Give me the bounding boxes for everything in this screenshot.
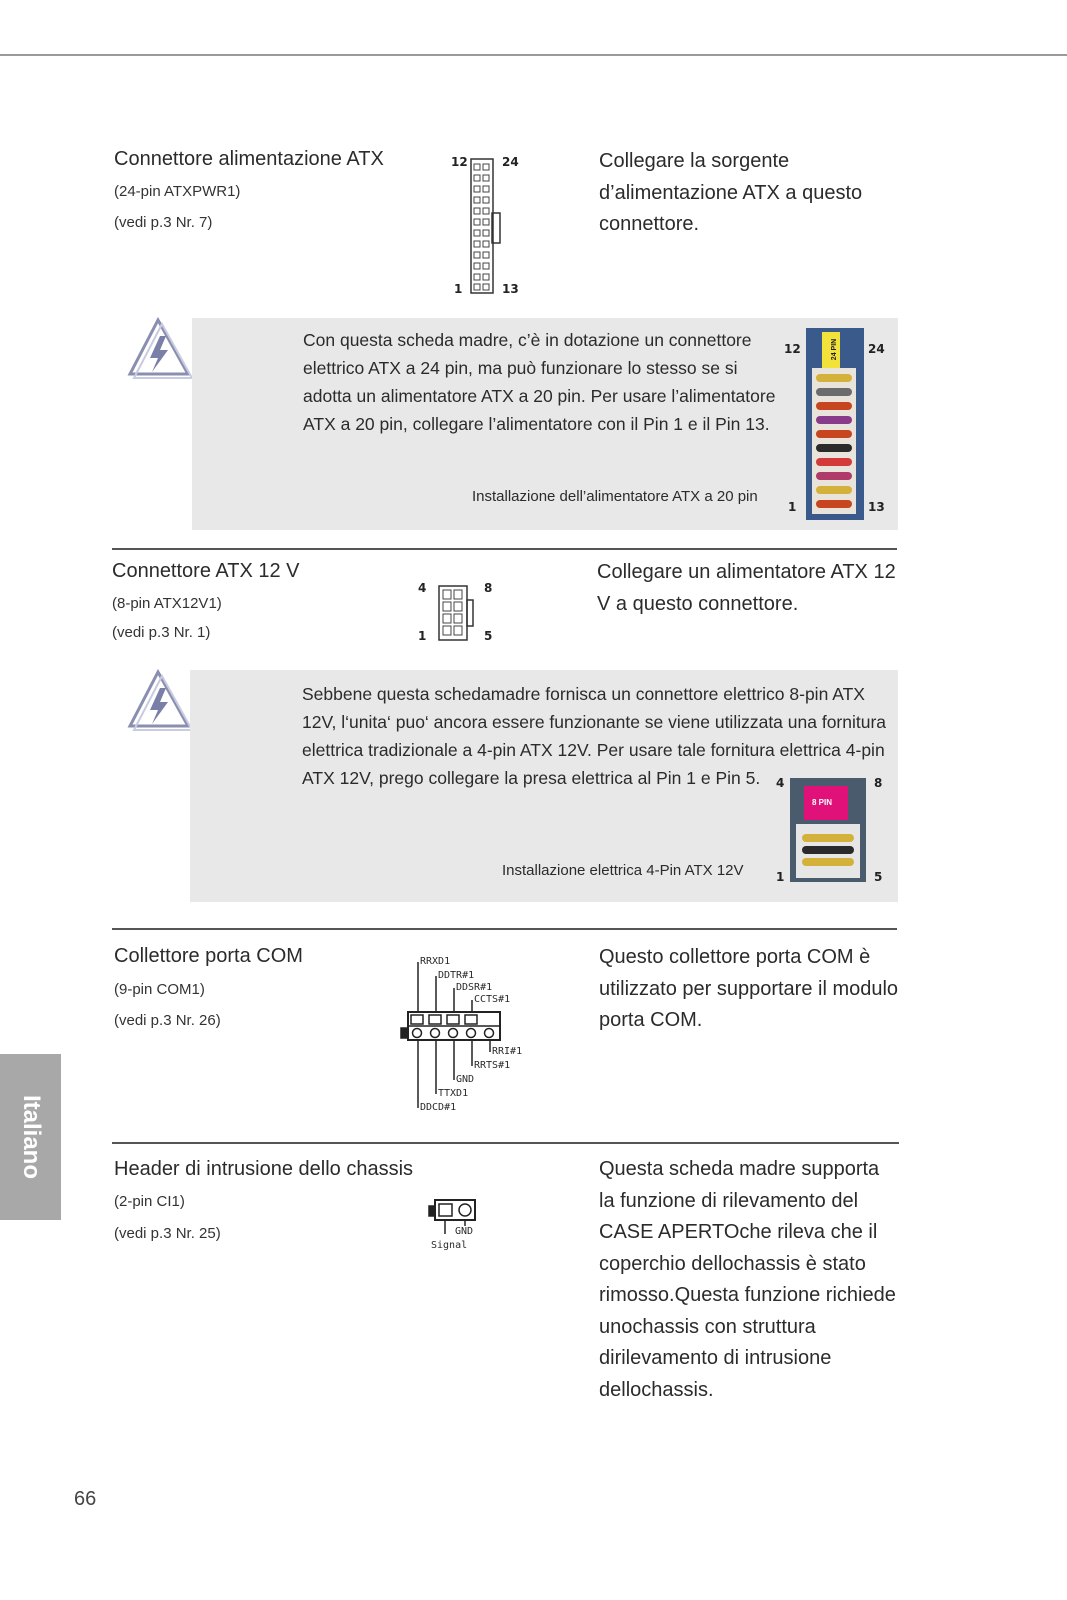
page-number: 66 (74, 1488, 97, 1510)
pin-spec: (24-pin ATXPWR1) (114, 183, 241, 200)
section-title: Header di intrusione dello chassis (114, 1158, 414, 1180)
tag-label: 24 PIN (831, 338, 839, 361)
pin-label: 4 (776, 776, 785, 790)
section-title: Collettore porta COM (114, 945, 303, 967)
pin-label: DDCD#1 (420, 1102, 457, 1113)
photo-background (806, 328, 864, 520)
pin-label: DDTR#1 (438, 970, 475, 981)
pin-label: 8 (484, 581, 493, 595)
warning-icon (126, 668, 194, 737)
pin-spec: (8-pin ATX12V1) (112, 595, 222, 612)
pin-spec: (9-pin COM1) (114, 981, 205, 998)
pin-label: DDSR#1 (456, 982, 493, 993)
connector-outline-icon (470, 158, 504, 294)
page-reference: (vedi p.3 Nr. 26) (114, 1012, 221, 1029)
pin-label: 12 (451, 155, 468, 169)
pin-label: Signal (431, 1240, 468, 1251)
pin-label: 24 (502, 155, 519, 169)
atx24-photo (782, 328, 892, 523)
pin-label: 8 (874, 776, 883, 790)
section-title: Connettore alimentazione ATX (114, 148, 384, 170)
section-description: Questo collettore porta COM è utilizzato per supportare il modulo porta COM. (599, 946, 899, 1031)
section-divider (112, 548, 897, 550)
pin-label: 13 (502, 282, 519, 296)
pin-label: RRTS#1 (474, 1060, 511, 1071)
photo-connector (796, 824, 860, 878)
atx24-diagram (440, 150, 530, 300)
pin-label: 1 (788, 500, 797, 514)
pin-spec: (2-pin CI1) (114, 1193, 185, 1210)
atx12v-diagram (412, 578, 502, 648)
photo-tag (804, 786, 848, 820)
pin-label: 12 (784, 342, 801, 356)
pin-label: 1 (776, 870, 785, 884)
page-reference: (vedi p.3 Nr. 1) (112, 624, 211, 641)
section-title: Connettore ATX 12 V (112, 560, 300, 582)
section-description: Collegare un alimentatore ATX 12 V a questo connettore. (597, 561, 896, 615)
pin-label: 5 (874, 870, 883, 884)
section-description: Questa scheda madre supporta la funzione di rilevamento del CASE APERTOche rileva che il coperchio dellochassis è stato rimosso.Questa funzione richiede unochassis con struttura dirilevamento di intrusione dellochassis. (599, 1158, 896, 1401)
pin-label: TTXD1 (438, 1088, 469, 1099)
chassis-intrusion-diagram (425, 1196, 505, 1258)
pin-label: 1 (418, 629, 427, 643)
connector-outline-icon (438, 582, 482, 644)
note-text: Sebbene questa schedamadre fornisca un connettore elettrico 8-pin ATX 12V, l‘unita‘ puo‘ ancora essere funzionante se viene utilizzata una fornitura elettrica tradizionale a 4-pin ATX 12V. Per usare tale fornitura elettrica 4-pin ATX 12V, prego collegare la presa elettrica al Pin 1 e Pin 5. (302, 684, 887, 788)
tag-label: 8 PIN (812, 798, 833, 807)
page-reference: (vedi p.3 Nr. 25) (114, 1225, 221, 1242)
pin-label: 24 (868, 342, 885, 356)
note-box (192, 318, 898, 530)
pin-label: CCTS#1 (474, 994, 511, 1005)
photo-caption: Installazione elettrica 4-Pin ATX 12V (502, 862, 744, 879)
pin-label: 1 (454, 282, 463, 296)
pin-label: GND (456, 1074, 475, 1085)
pin-label: GND (455, 1226, 474, 1237)
note-text: Con questa scheda madre, c’è in dotazione un connettore elettrico ATX a 24 pin, ma può funzionare lo stesso se si adotta un alimentatore ATX a 20 pin. Per usare l’alimentatore ATX a 20 pin, collegare l’alimentatore con il Pin 1 e il Pin 13. (303, 330, 776, 434)
com-header-diagram (398, 954, 538, 1118)
section-description: Collegare la sorgente d’alimentazione ATX a questo connettore. (599, 150, 863, 235)
language-tab (0, 1054, 61, 1220)
note-box (190, 670, 898, 902)
photo-caption: Installazione dell’alimentatore ATX a 20 pin (472, 488, 758, 505)
pin-label: 4 (418, 581, 427, 595)
photo-background (790, 778, 866, 882)
photo-connector (812, 368, 856, 514)
language-tab-label: Italiano (17, 1094, 45, 1180)
pin-label: 5 (484, 629, 493, 643)
pin-label: 13 (868, 500, 885, 514)
warning-icon (126, 316, 194, 385)
pin-label: RRXD1 (420, 956, 451, 967)
page-reference: (vedi p.3 Nr. 7) (114, 214, 213, 231)
section-divider (112, 928, 897, 930)
pin-label: RRI#1 (492, 1046, 523, 1057)
atx12v-photo (774, 774, 886, 888)
top-rule (0, 54, 1067, 56)
photo-tag (822, 332, 840, 368)
section-divider (112, 1142, 899, 1144)
